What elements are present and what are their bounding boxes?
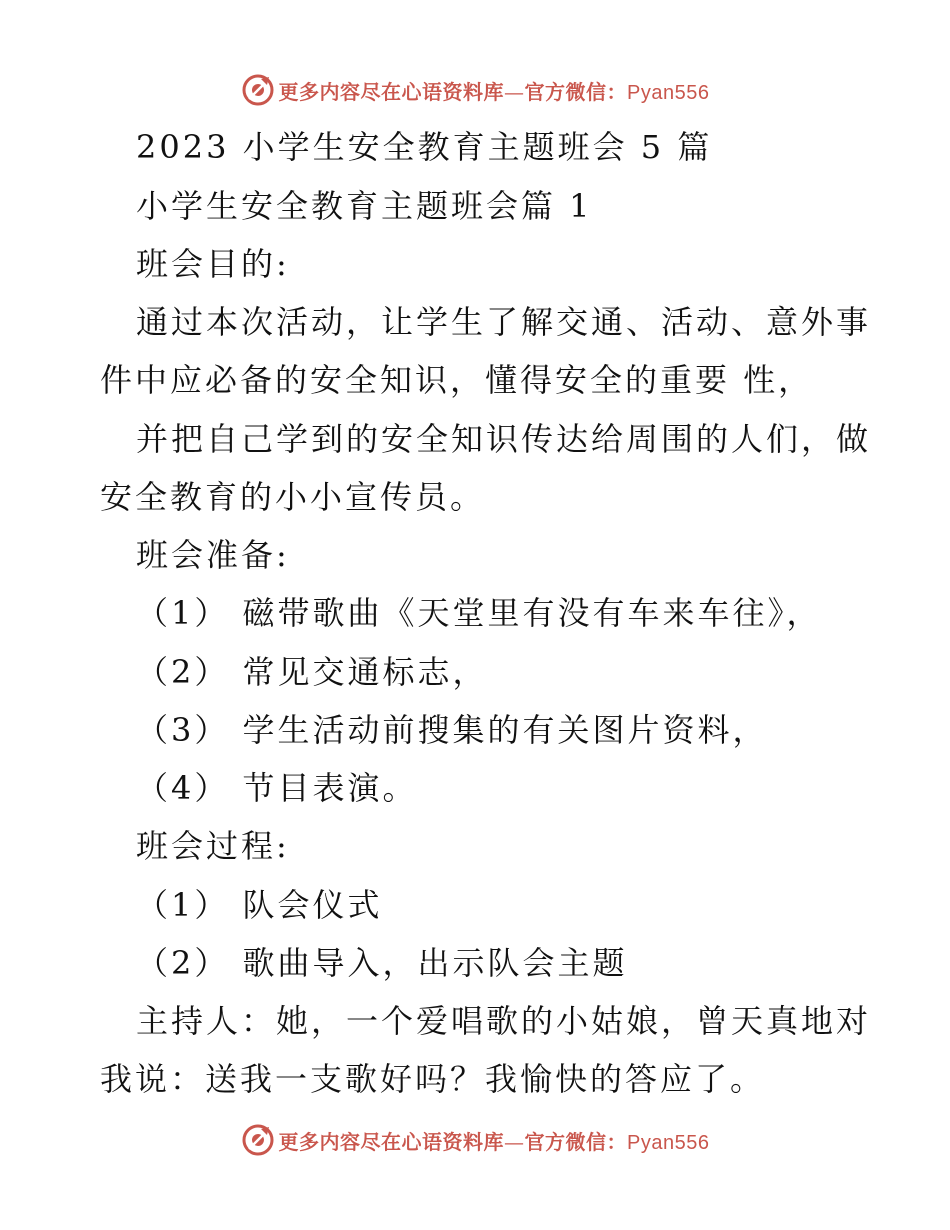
watermark-id: Pyan556 (627, 1131, 710, 1154)
watermark-label: 官方微信： (524, 79, 628, 104)
watermark-separator: — (504, 79, 525, 104)
watermark-id: Pyan556 (627, 81, 710, 104)
watermark-label: 官方微信： (524, 1129, 628, 1154)
purpose-paragraph-1-line-1: 通过本次活动，让学生了解交通、活动、意外事 (136, 303, 872, 341)
purpose-heading: 班会目的: (136, 245, 290, 283)
process-item: （2） 歌曲导入，出示队会主题 (136, 944, 628, 982)
host-line-2: 我说：送我一支歌好吗？我愉快的答应了。 (100, 1060, 766, 1098)
prep-item: （1） 磁带歌曲《天堂里有没有车来车往》， (136, 594, 822, 632)
watermark-separator: — (504, 1129, 525, 1154)
watermark-text: 更多内容尽在心语资料库 (278, 79, 505, 104)
prep-item: （2） 常见交通标志， (136, 653, 488, 691)
prep-item: （4） 节目表演。 (136, 769, 418, 807)
watermark-logo-icon (241, 1123, 275, 1157)
footer-watermark (0, 1120, 950, 1160)
document-title: 2023 小学生安全教育主题班会 5 篇 (136, 128, 713, 166)
process-item: （1） 队会仪式 (136, 886, 383, 924)
process-heading: 班会过程: (136, 827, 290, 865)
watermark-text: 更多内容尽在心语资料库 (278, 1129, 505, 1154)
purpose-paragraph-1-line-2: 件中应必备的安全知识，懂得安全的重要 性， (100, 361, 814, 399)
purpose-paragraph-2-line-1: 并把自己学到的安全知识传达给周围的人们，做 (136, 420, 872, 458)
prep-heading: 班会准备: (136, 536, 290, 574)
purpose-paragraph-2-line-2: 安全教育的小小宣传员。 (100, 478, 486, 516)
prep-item: （3） 学生活动前搜集的有关图片资料， (136, 711, 768, 749)
section-title: 小学生安全教育主题班会篇 1 (136, 187, 593, 225)
host-line-1: 主持人：她，一个爱唱歌的小姑娘，曾天真地对 (136, 1002, 872, 1040)
